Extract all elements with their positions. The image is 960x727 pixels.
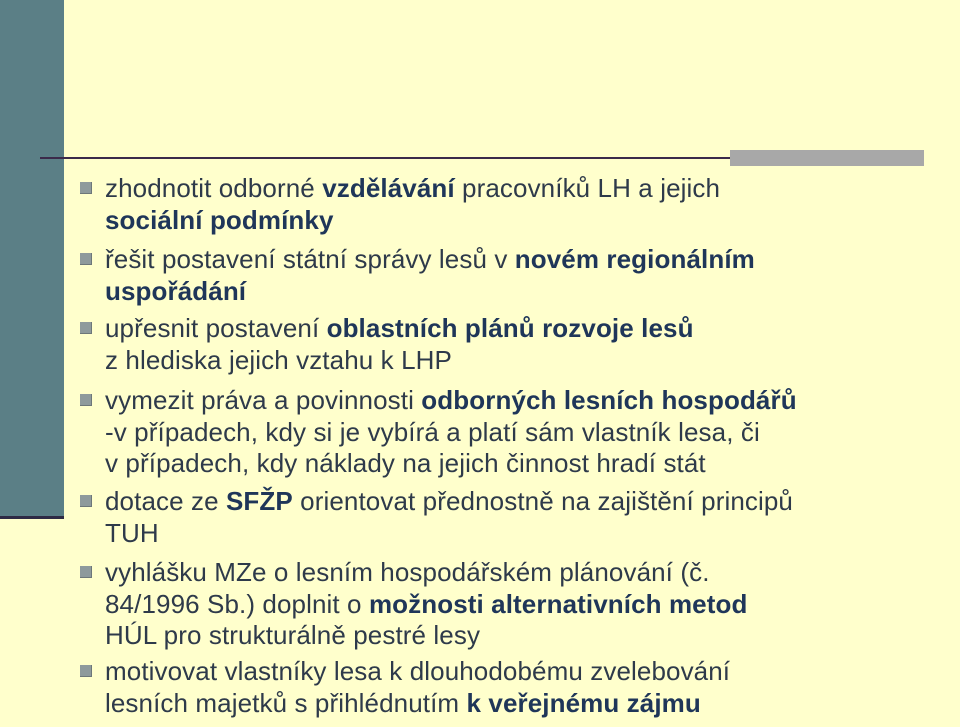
text-run: -v případech, kdy si je vybírá a platí sám vlastník lesa, či bbox=[105, 416, 760, 447]
text-run: motivovat vlastníky lesa k dlouhodobému zvelebování bbox=[105, 656, 731, 686]
text-line bbox=[105, 688, 958, 720]
text-line bbox=[105, 557, 958, 589]
text-run-bold: novém regionálním bbox=[514, 244, 755, 274]
text-run: v případech, kdy náklady na jejich činnost hradí stát bbox=[105, 448, 706, 478]
square-bullet-icon bbox=[80, 394, 92, 406]
text-line bbox=[105, 244, 958, 276]
text-run-bold: sociální podmínky bbox=[105, 204, 334, 235]
square-bullet-icon bbox=[80, 322, 92, 334]
square-bullet-icon bbox=[80, 182, 92, 194]
text-run-bold: možnosti alternativních metod bbox=[368, 588, 748, 619]
list-item bbox=[80, 486, 958, 549]
text-line bbox=[105, 345, 958, 377]
list-item-text bbox=[105, 385, 958, 480]
text-run: vyhlášku MZe o lesním hospodářském plánování (č. bbox=[105, 557, 710, 587]
text-line bbox=[105, 276, 958, 308]
square-bullet-icon bbox=[80, 566, 92, 578]
list-item-text bbox=[105, 557, 958, 652]
square-bullet-icon bbox=[80, 665, 92, 677]
list-item bbox=[80, 385, 958, 480]
text-run-bold: oblastních plánů rozvoje lesů bbox=[326, 313, 694, 343]
list-item-text bbox=[105, 244, 958, 307]
text-line bbox=[105, 417, 958, 449]
text-line bbox=[105, 385, 958, 417]
list-item-text bbox=[105, 173, 958, 236]
text-line bbox=[105, 518, 958, 550]
text-run: lesních majetků s přihlédnutím bbox=[105, 687, 467, 718]
list-item-text bbox=[105, 313, 958, 376]
list-item bbox=[80, 656, 958, 719]
square-bullet-icon bbox=[80, 495, 92, 507]
text-run: TUH bbox=[105, 517, 159, 548]
text-run-bold: k veřejnému zájmu bbox=[466, 687, 701, 718]
list-item bbox=[80, 313, 958, 376]
text-line bbox=[105, 589, 958, 621]
text-line bbox=[105, 173, 958, 205]
text-run: zhodnotit odborné bbox=[105, 173, 323, 203]
list-item bbox=[80, 244, 958, 307]
text-run: dotace ze bbox=[105, 486, 226, 516]
text-run-bold: uspořádání bbox=[105, 275, 247, 306]
text-line bbox=[105, 486, 958, 518]
text-run-bold: odborných lesních hospodářů bbox=[421, 385, 797, 415]
text-run: z hlediska jejich vztahu k LHP bbox=[105, 344, 452, 375]
square-bullet-icon bbox=[80, 253, 92, 265]
text-run: 84/1996 Sb.) doplnit o bbox=[105, 588, 369, 619]
text-line bbox=[105, 656, 958, 688]
list-item bbox=[80, 173, 958, 236]
text-run-bold: vzdělávání bbox=[322, 173, 455, 203]
text-line bbox=[105, 313, 958, 345]
list-item-text bbox=[105, 486, 958, 549]
text-run: vymezit práva a povinnosti bbox=[105, 385, 422, 415]
text-run: pracovníků LH a jejich bbox=[454, 173, 721, 203]
text-run: upřesnit postavení bbox=[105, 313, 327, 343]
text-line bbox=[105, 620, 958, 652]
text-run: řešit postavení státní správy lesů v bbox=[105, 244, 515, 274]
list-item-text bbox=[105, 656, 958, 719]
text-run: orientovat přednostně na zajištění principů bbox=[292, 486, 793, 516]
text-line bbox=[105, 205, 958, 237]
list-item bbox=[80, 557, 958, 652]
text-run: HÚL pro strukturálně pestré lesy bbox=[105, 620, 481, 650]
text-line bbox=[105, 448, 958, 480]
text-run-bold: SFŽP bbox=[225, 486, 293, 516]
